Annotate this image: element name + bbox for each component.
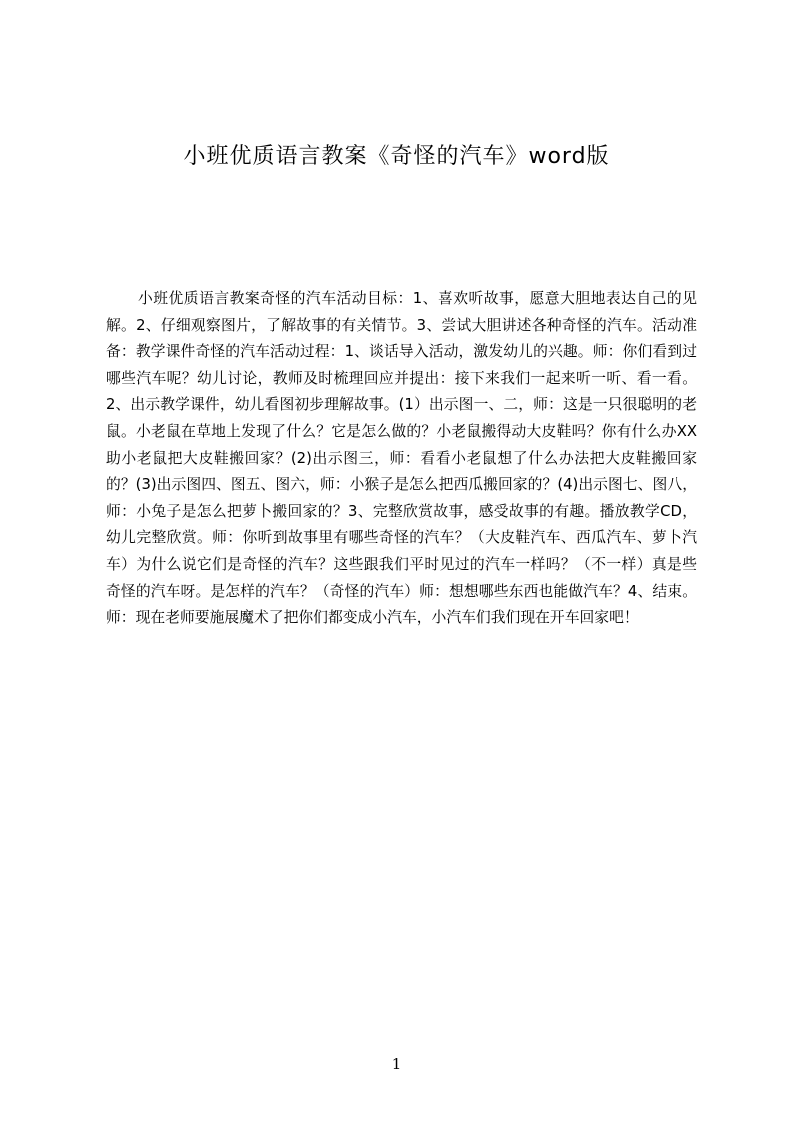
body-paragraph: 小班优质语言教案奇怪的汽车活动目标：1、喜欢听故事，愿意大胆地表达自己的见解。2、仔细观察图片，了解故事的有关情节。3、尝试大胆讲述各种奇怪的汽车。活动准备：教学课件奇怪的汽车活动过程：1、谈话导入活动，激发幼儿的兴趣。师：你们看到过哪些汽车呢？幼儿讨论，教师及时梳理回应并提出：接下来我们一起来听一听、看一看。2、出示教学课件，幼儿看图初步理解故事。(1）出示图一、二，师：这是一只很聪明的老鼠。小老鼠在草地上发现了什么？它是怎么做的？小老鼠搬得动大皮鞋吗？你有什么办XX助小老鼠把大皮鞋搬回家？(2)出示图三，师：看看小老鼠想了什么办法把大皮鞋搬回家的？(3)出示图四、图五、图六，师：小猴子是怎么把西瓜搬回家的？(4)出示图七、图八，师：小兔子是怎么把萝卜搬回家的？3、完整欣赏故事，感受故事的有趣。播放教学CD，幼儿完整欣赏。师：你听到故事里有哪些奇怪的汽车？（大皮鞋汽车、西瓜汽车、萝卜汽车）为什么说它们是奇怪的汽车？这些跟我们平时见过的汽车一样吗？（不一样）真是些奇怪的汽车呀。是怎样的汽车？（奇怪的汽车）师：想想哪些东西也能做汽车？4、结束。师：现在老师要施展魔术了把你们都变成小汽车，小汽车们我们现在开车回家吧！ (106, 290, 697, 627)
page-title: 小班优质语言教案《奇怪的汽车》word版 (183, 144, 610, 169)
page-number: 1 (391, 1055, 402, 1073)
